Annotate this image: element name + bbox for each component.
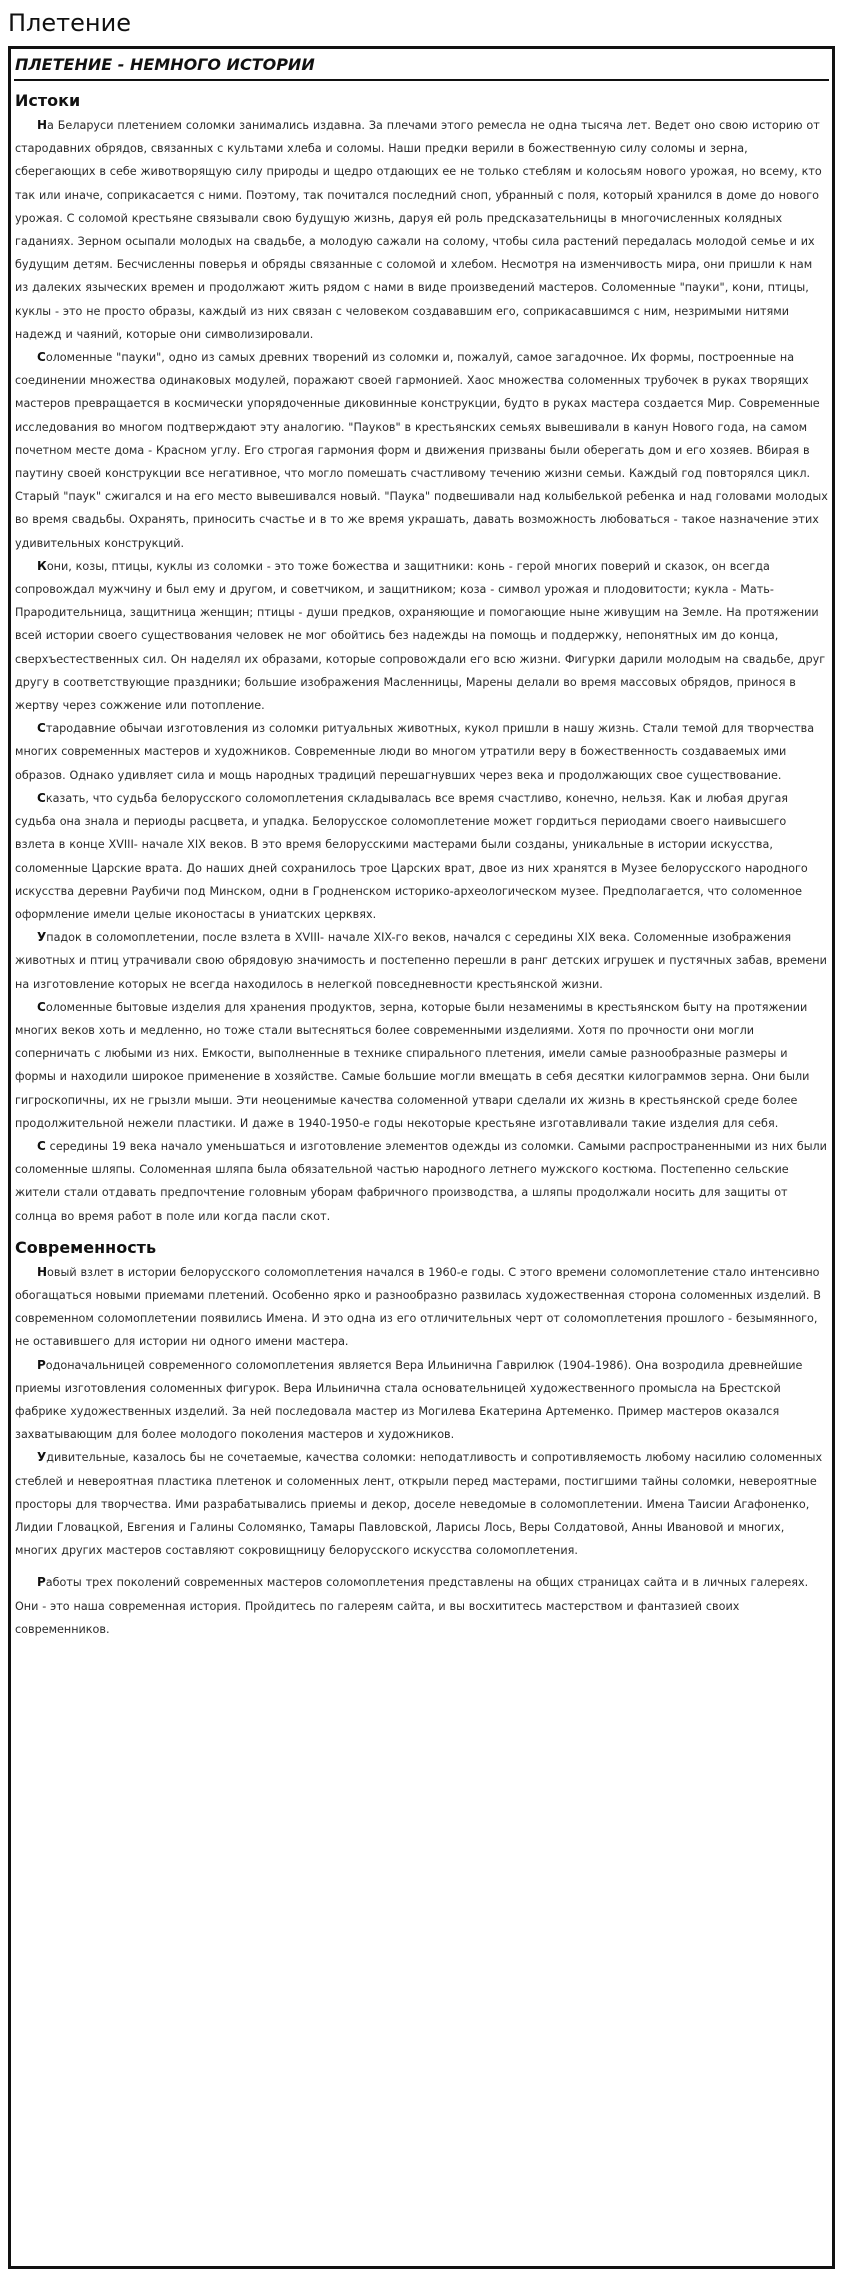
paragraph-text: они, козы, птицы, куклы из соломки - это тоже божества и защитники: конь - герой многих поверий и сказок, он всегда сопровождал мужчину и был ему и другом, и советчиком, и защитником; коза - символ урожая и плодовитости; кукла - Мать-Прародительница, защитница женщин; птицы - души предков, охраняющие и помогающие ныне живущим на Земле. На протяжении всей истории своего существования человек не мог обойтись без надежды на помощь и поддержку, непонятных им до конца, сверхъестественных сил. Он наделял их образами, которые сопровождали его всю жизни. Фигурки дарили молодым на свадьбе, друг другу в соответствующие праздники; большие изображения Масленницы, Марены делали во время массовых обрядов, принося в жертву через сожжение или потопление. xyxy=(15,559,826,713)
paragraph-text: падок в соломоплетении, после взлета в XVIII- начале XIX-го веков, начался с середины XIX века. Соломенные изображения животных и птиц утрачивали свою обрядовую значимость и постепенно перешли в ранг детских игрушек и пустячных забав, времени на изготовление которых не всегда находилось в нелегкой повседневности крестьянской жизни. xyxy=(15,931,827,991)
paragraph-text: дивительные, казалось бы не сочетаемые, качества соломки: неподатливость и сопротивляемость любому насилию соломенных стеблей и невероятная пластика плетенок и соломенных лент, открыли перед мастерами, постигшими тайны соломки, невероятные просторы для творчества. Ими разрабатывались приемы и декор, доселе неведомые в соломоплетении. Имена Таисии Агафоненко, Лидии Гловацкой, Евгения и Галины Соломянко, Тамары Павловской, Ларисы Лось, Веры Солдатовой, Анны Ивановой и многих, многих других мастеров составляют сокровищницу белорусского искусства соломоплетения. xyxy=(15,1451,823,1558)
paragraph-text: середины 19 века начало уменьшаться и изготовление элементов одежды из соломки. Самыми распространенными из них были соломенные шляпы. Соломенная шляпа была обязательной частью народного летнего мужского костюма. Постепенно сельские жители стали отдавать предпочтение головным уборам фабричного производства, а шляпы продолжали носить для защиты от солнца во время работ в поле или когда пасли скот. xyxy=(15,1139,827,1223)
drop-cap: С xyxy=(37,790,46,805)
paragraph xyxy=(15,787,828,926)
article-box xyxy=(8,46,835,2269)
drop-cap: Р xyxy=(37,1575,46,1590)
section-heading-origins: Истоки xyxy=(15,91,81,110)
paragraph-text: казать, что судьба белорусского соломоплетения складывалась все время счастливо, конечно, нельзя. Как и любая другая судьба она знала и периоды расцвета, и упадка. Белорусское соломоплетение может гордиться периодами своего наивысшего взлета в конце XVIII- начале XIX веков. В это время белорусскими мастерами были созданы, уникальные в истории искусства, соломенные Царские врата. До наших дней сохранилось трое Царских врат, двое из них хранятся в Музее белорусского народного искусства деревни Раубичи под Минском, одни в Гродненском историко-археологическом музее. Предполагается, что соломенное оформление имели целые иконостасы в униатских церквях. xyxy=(15,791,808,921)
paragraph xyxy=(15,346,828,555)
drop-cap: Р xyxy=(37,1357,46,1372)
paragraph-text: аботы трех поколений современных мастеров соломоплетения представлены на общих страницах сайта и в личных галереях. Они - это наша современная история. Пройдитесь по галереям сайта, и вы восхититесь мастерством и фантазией своих современников. xyxy=(15,1576,809,1636)
drop-cap: У xyxy=(37,1450,47,1465)
paragraph xyxy=(15,717,828,787)
drop-cap: С xyxy=(37,721,46,736)
paragraph xyxy=(15,555,828,717)
paragraph xyxy=(15,1571,828,1641)
drop-cap: Н xyxy=(37,1264,48,1279)
drop-cap: С xyxy=(37,999,46,1014)
paragraph-text: оломенные бытовые изделия для хранения продуктов, зерна, которые были незаменимы в крестьянском быту на протяжении многих веков хоть и медленно, но тоже стали вытесняться более современными изделиями. Хотя по прочности они могли соперничать с любыми из них. Емкости, выполненные в технике спирального плетения, имели самые разнообразные размеры и формы и находили широкое применение в хозяйстве. Самые большие могли вмещать в себя десятки килограммов зерна. Они были гигроскопичны, их не грызли мыши. Эти неоценимые качества соломенной утвари сделали их жизнь в крестьянской среде более продолжительной нежели пластики. И даже в 1940-1950-е годы некоторые крестьяне изготавливали такие изделия для себя. xyxy=(15,1000,810,1130)
paragraph xyxy=(15,1135,828,1228)
paragraph-text: одоначальницей современного соломоплетения является Вера Ильинична Гаврилюк (1904-1986). Она возродила древнейшие приемы изготовления соломенных фигурок. Вера Ильинична стала основательницей художественного промысла на Брестской фабрике художественных изделий. За ней последовала мастер из Могилева Екатерина Артеменко. Пример мастеров оказался захватывающим для более молодого поколения мастеров и художников. xyxy=(15,1358,803,1442)
paragraph xyxy=(15,1261,828,1354)
paragraph xyxy=(15,114,828,346)
section-heading-modern: Современность xyxy=(15,1237,157,1257)
paragraph-text: а Беларуси плетением соломки занимались издавна. За плечами этого ремесла не одна тысяча лет. Ведет оно свою историю от стародавних обрядов, связанных с культами хлеба и соломы. Наши предки верили в божественную силу соломы и зерна, сберегающих в себе животворящую силу природы и щедро отдающих ее не только стеблям и колосьям нового урожая, но всему, кто так или иначе, соприкасается с ними. Поэтому, так почитался последний сноп, убранный с поля, который хранился в доме до нового урожая. С соломой крестьяне связывали свою будущую жизнь, даруя ей роль предсказательницы в многочисленных колядных гаданиях. Зерном осыпали молодых на свадьбе, а молодую сажали на солому, чтобы сила растений передалась молодой семье и их будущим детям. Бесчисленны поверья и обряды связанные с соломой и хлебом. Несмотря на изменчивость мира, они пришли к нам из далеких языческих времен и продолжают жить рядом с нами в виде произведений мастеров. Соломенные "пауки", кони, птицы, куклы - это не просто образы, каждый из них связан с человеком создававшим его, соприкасавшимся с ним, незримыми нитями надежд и чаяний, которые они символизировали. xyxy=(15,119,822,341)
paragraph xyxy=(15,1354,828,1447)
paragraph xyxy=(15,1446,828,1562)
drop-cap: К xyxy=(37,558,47,573)
paragraph xyxy=(15,996,828,1135)
paragraph-text: тародавние обычаи изготовления из соломки ритуальных животных, кукол пришли в нашу жизнь. Стали темой для творчества многих современных мастеров и художников. Современные люди во многом утратили веру в божественность создаваемых ими образов. Однако удивляет сила и мощь народных традиций перешагнувших через века и продолжающих свое существование. xyxy=(15,722,815,782)
drop-cap: У xyxy=(37,930,47,945)
drop-cap: Н xyxy=(37,118,48,132)
drop-cap: С xyxy=(37,1138,46,1153)
article-title: ПЛЕТЕНИЕ - НЕМНОГО ИСТОРИИ xyxy=(14,51,829,81)
paragraph xyxy=(15,926,828,996)
paragraph-text: оломенные "пауки", одно из самых древних творений из соломки и, пожалуй, самое загадочное. Их формы, построенные на соединении множества одинаковых модулей, поражают своей гармонией. Хаос множества соломенных трубочек в руках творящих мастеров превращается в космически упорядоченные диковинные конструкции, будто в руках мастера создается Мир. Современные исследования во многом подтверждают эту аналогию. "Пауков" в крестьянских семьях вывешивали в канун Нового года, на самом почетном месте дома - Красном углу. Его строгая гармония форм и движения призваны были оберегать дом и его хозяев. Вбирая в паутину своей конструкции все негативное, что могло помешать счастливому течению жизни семьи. Каждый год повторялся цикл. Старый "паук" сжигался и на его место вывешивался новый. "Паука" подвешивали над колыбелькой ребенка и над головами молодых во время свадьбы. Охранять, приносить счастье и в то же время украшать, давать возможность любоваться - такое назначение этих удивительных конструкций. xyxy=(15,351,828,550)
drop-cap: С xyxy=(37,350,46,365)
page-title: Плетение xyxy=(8,9,131,37)
paragraph-text: овый взлет в истории белорусского соломоплетения начался в 1960-е годы. С этого времени соломоплетение стало интенсивно обогащаться новыми приемами плетений. Особенно ярко и разнообразно развилась художественная сторона соломенных изделий. В современном соломоплетении появились Имена. И это одна из его отличительных черт от соломоплетения прошлого - безымянного, не оставившего для истории ни одного имени мастера. xyxy=(15,1265,821,1349)
